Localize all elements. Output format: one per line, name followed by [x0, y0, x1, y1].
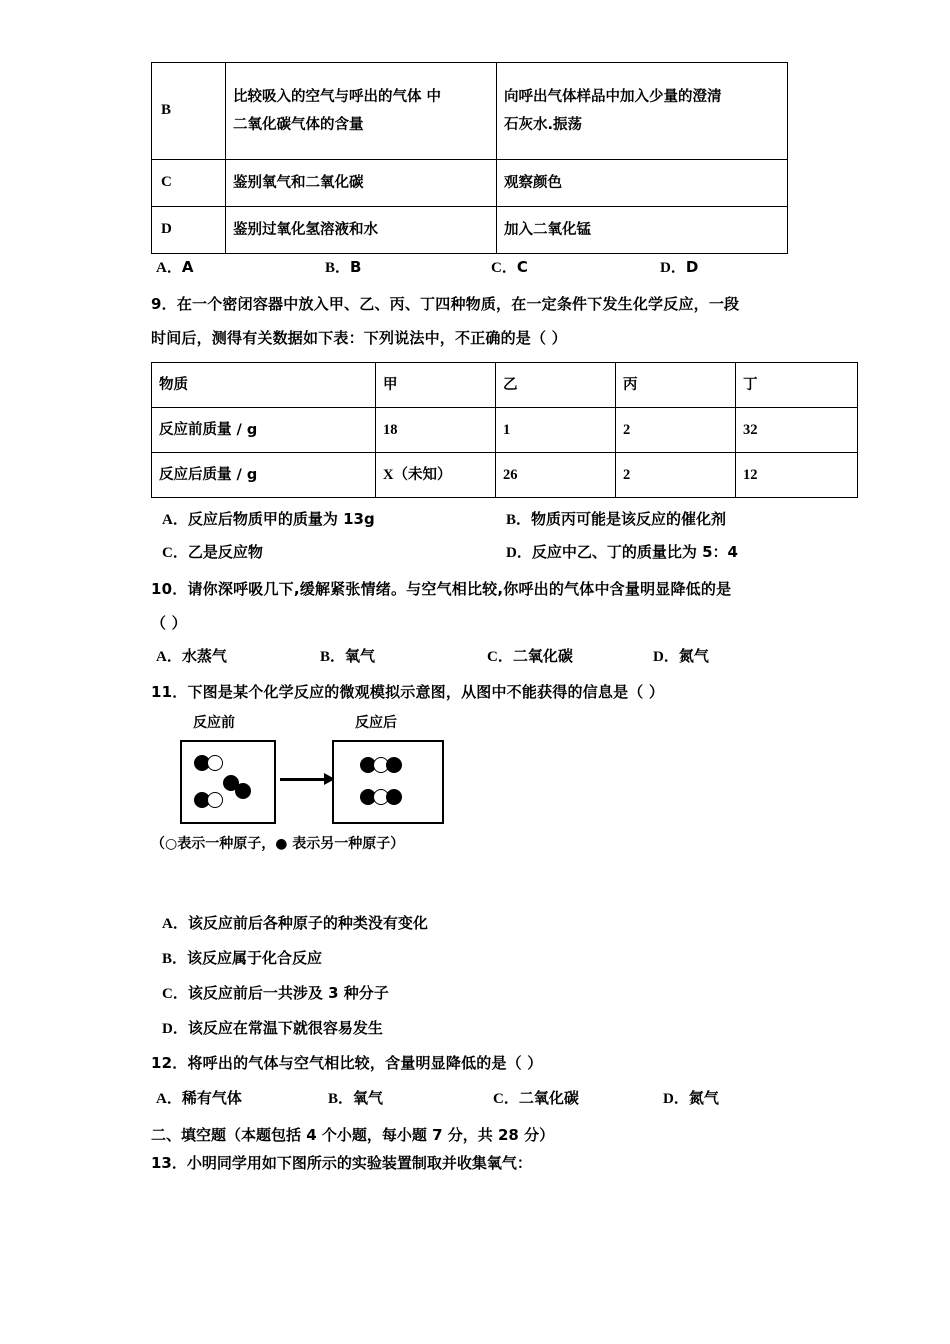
comparison-table — [151, 62, 788, 254]
black-atom-icon — [386, 789, 402, 805]
header-jia: 甲 — [376, 363, 496, 408]
reaction-arrow — [280, 778, 326, 781]
option-b[interactable]: B．该反应属于化合反应 — [162, 949, 323, 967]
question11-stem: 11．下图是某个化学反应的微观模拟示意图，从图中不能获得的信息是（ ） — [151, 683, 665, 701]
white-atom-icon — [207, 755, 223, 771]
question9-options-row2 — [151, 541, 831, 565]
table-row — [152, 408, 858, 453]
question13-stem: 13．小明同学用如下图所示的实验装置制取并收集氧气： — [151, 1154, 532, 1172]
option-d[interactable]: D．氮气 — [653, 647, 709, 665]
table-header-row — [152, 363, 858, 408]
row-letter-b: B — [152, 63, 226, 160]
option-a[interactable]: A．稀有气体 — [156, 1089, 242, 1107]
table-row — [152, 63, 788, 160]
row-method-c: 观察颜色 — [497, 160, 788, 207]
before-reaction-box — [180, 740, 276, 824]
cell-after-yi: 26 — [496, 453, 616, 498]
option-d[interactable]: D．反应中乙、丁的质量比为 5：4 — [506, 543, 738, 561]
question10-stem-line2: （ ） — [151, 614, 187, 632]
option-c[interactable]: C．该反应前后一共涉及 3 种分子 — [162, 984, 389, 1002]
white-atom-icon — [207, 792, 223, 808]
question11-option-c — [151, 982, 831, 1006]
question8-options — [151, 256, 831, 280]
table-row — [152, 207, 788, 254]
diagram-caption: （○表示一种原子，● 表示另一种原子） — [151, 836, 405, 852]
option-b[interactable]: B．氧气 — [328, 1089, 384, 1107]
option-b[interactable]: B．氧气 — [320, 647, 376, 665]
cell-after-ding: 12 — [736, 453, 858, 498]
question9-options-row1 — [151, 508, 831, 532]
option-a[interactable]: A．该反应前后各种原子的种类没有变化 — [162, 914, 428, 932]
option-a[interactable]: A．反应后物质甲的质量为 13g — [162, 510, 375, 528]
question9-stem-line2: 时间后，测得有关数据如下表：下列说法中，不正确的是（ ） — [151, 329, 567, 347]
option-d[interactable]: D．该反应在常温下就很容易发生 — [162, 1019, 383, 1037]
before-label: 反应前 — [193, 715, 235, 731]
after-label: 反应后 — [355, 715, 397, 731]
header-substance: 物质 — [152, 363, 376, 408]
question11-option-a — [151, 912, 831, 936]
question11-option-b — [151, 947, 831, 971]
question9-stem-line1: 9．在一个密闭容器中放入甲、乙、丙、丁四种物质，在一定条件下发生化学反应，一段 — [151, 295, 740, 313]
row-method-d: 加入二氧化锰 — [497, 207, 788, 254]
option-a[interactable]: A．水蒸气 — [156, 647, 227, 665]
black-atom-icon — [386, 757, 402, 773]
cell-before-jia: 18 — [376, 408, 496, 453]
cell-after-jia: X（未知） — [376, 453, 496, 498]
option-b[interactable]: B．物质丙可能是该反应的催化剂 — [506, 510, 727, 528]
header-bing: 丙 — [616, 363, 736, 408]
option-c[interactable]: C．二氧化碳 — [493, 1089, 579, 1107]
after-reaction-box — [332, 740, 444, 824]
option-b[interactable]: B．B — [325, 258, 362, 276]
option-a[interactable]: A．A — [156, 258, 194, 276]
cell-before-yi: 1 — [496, 408, 616, 453]
cell-before-ding: 32 — [736, 408, 858, 453]
row-label-after: 反应后质量 / g — [152, 453, 376, 498]
molecular-reaction-diagram — [180, 712, 490, 832]
table-row — [152, 160, 788, 207]
method-line-1: 向呼出气体样品中加入少量的澄清 — [504, 88, 722, 105]
black-atom-icon — [235, 783, 251, 799]
option-c[interactable]: C．C — [491, 258, 528, 276]
cell-after-bing: 2 — [616, 453, 736, 498]
row-purpose-c: 鉴别氧气和二氧化碳 — [226, 160, 497, 207]
row-method-b — [497, 63, 788, 160]
header-yi: 乙 — [496, 363, 616, 408]
table-row — [152, 453, 858, 498]
question10-options — [151, 645, 831, 669]
row-purpose-b — [226, 63, 497, 160]
option-c[interactable]: C．二氧化碳 — [487, 647, 573, 665]
option-d[interactable]: D．氮气 — [663, 1089, 719, 1107]
section-two-heading: 二、填空题（本题包括 4 个小题，每小题 7 分，共 28 分） — [151, 1126, 555, 1144]
purpose-line-2: 二氧化碳气体的含量 — [233, 117, 364, 133]
purpose-line-1: 比较吸入的空气与呼出的气体 中 — [233, 88, 442, 105]
option-c[interactable]: C．乙是反应物 — [162, 543, 263, 561]
option-d[interactable]: D．D — [660, 258, 699, 276]
question11-option-d — [151, 1017, 831, 1041]
header-ding: 丁 — [736, 363, 858, 408]
row-letter-d: D — [152, 207, 226, 254]
row-letter-c: C — [152, 160, 226, 207]
question12-stem: 12．将呼出的气体与空气相比较，含量明显降低的是（ ） — [151, 1054, 543, 1072]
method-line-2: 石灰水.振荡 — [504, 117, 583, 133]
substance-mass-table — [151, 362, 858, 498]
row-label-before: 反应前质量 / g — [152, 408, 376, 453]
cell-before-bing: 2 — [616, 408, 736, 453]
question12-options — [151, 1087, 831, 1111]
question10-stem-line1: 10．请你深呼吸几下,缓解紧张情绪。与空气相比较,你呼出的气体中含量明显降低的是 — [151, 580, 732, 598]
row-purpose-d: 鉴别过氧化氢溶液和水 — [226, 207, 497, 254]
